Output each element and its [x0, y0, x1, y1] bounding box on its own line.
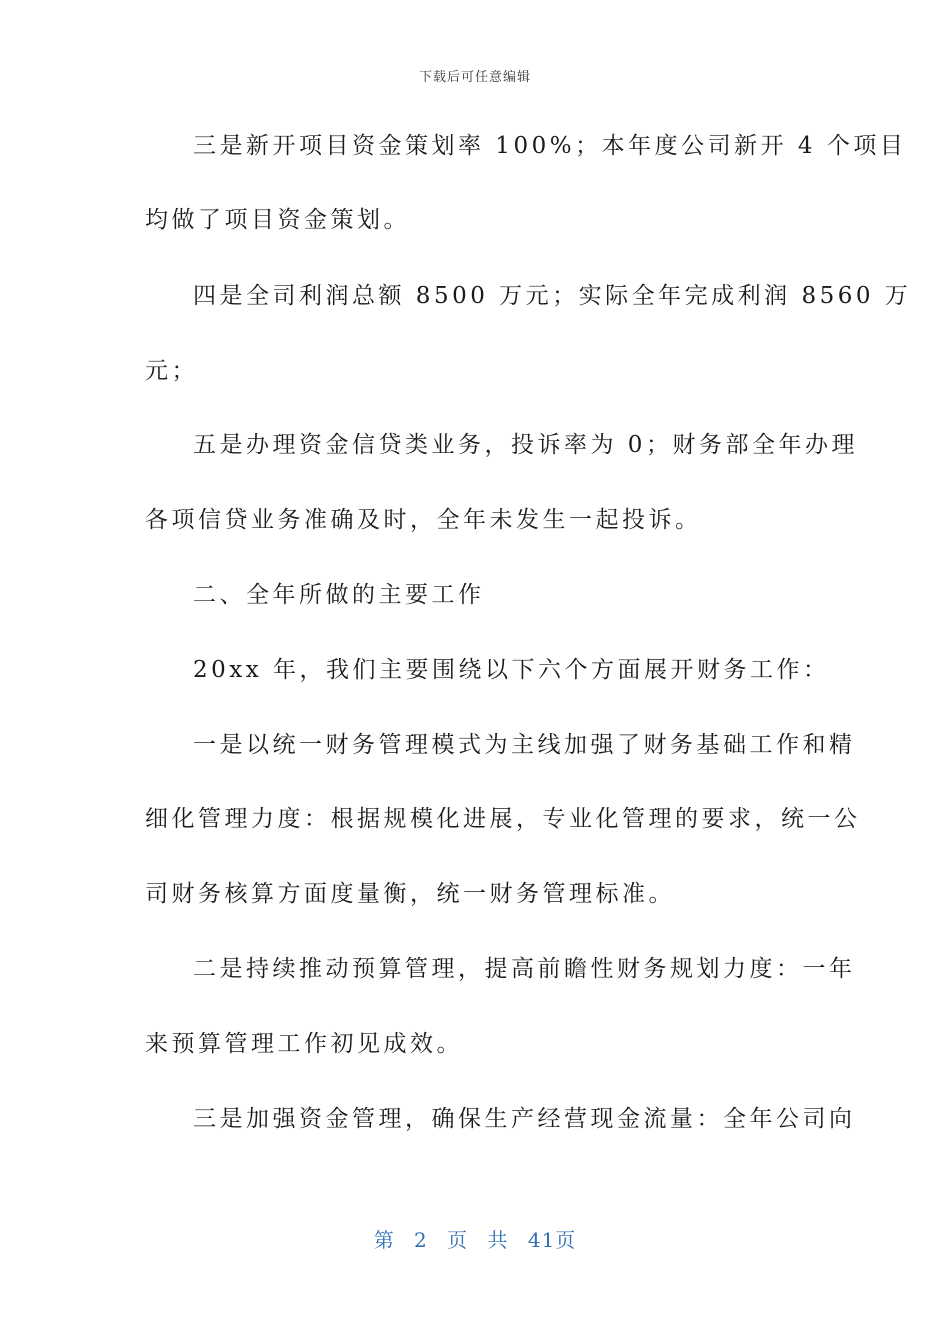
body-line: 细化管理力度：根据规模化进展，专业化管理的要求，统一公	[145, 806, 861, 832]
footer-page-label: 第	[373, 1228, 395, 1252]
body-line: 一是以统一财务管理模式为主线加强了财务基础工作和精	[193, 732, 856, 758]
body-line: 均做了项目资金策划。	[145, 207, 410, 233]
footer-total-label: 共	[487, 1228, 509, 1252]
body-line: 司财务核算方面度量衡，统一财务管理标准。	[145, 881, 675, 907]
body-line: 元；	[145, 358, 198, 384]
body-line: 四是全司利润总额 8500 万元；实际全年完成利润 8560 万	[193, 283, 912, 309]
body-line: 二是持续推动预算管理，提高前瞻性财务规划力度：一年	[193, 956, 856, 982]
body-line: 20xx 年，我们主要围绕以下六个方面展开财务工作：	[193, 657, 830, 683]
body-line: 三是新开项目资金策划率 100%；本年度公司新开 4 个项目	[193, 133, 907, 159]
body-line: 五是办理资金信贷类业务，投诉率为 0；财务部全年办理	[193, 432, 858, 458]
body-line: 三是加强资金管理，确保生产经营现金流量：全年公司向	[193, 1106, 856, 1132]
footer-page-unit: 页	[447, 1228, 469, 1252]
header-note: 下载后可任意编辑	[418, 70, 531, 85]
footer-total-pages: 41页	[527, 1228, 577, 1252]
body-line: 各项信贷业务准确及时，全年未发生一起投诉。	[145, 507, 702, 533]
footer-page-number: 2	[414, 1228, 428, 1252]
body-line: 来预算管理工作初见成效。	[145, 1031, 463, 1057]
page-footer	[0, 1224, 950, 1253]
section-heading: 二、全年所做的主要工作	[193, 582, 485, 608]
